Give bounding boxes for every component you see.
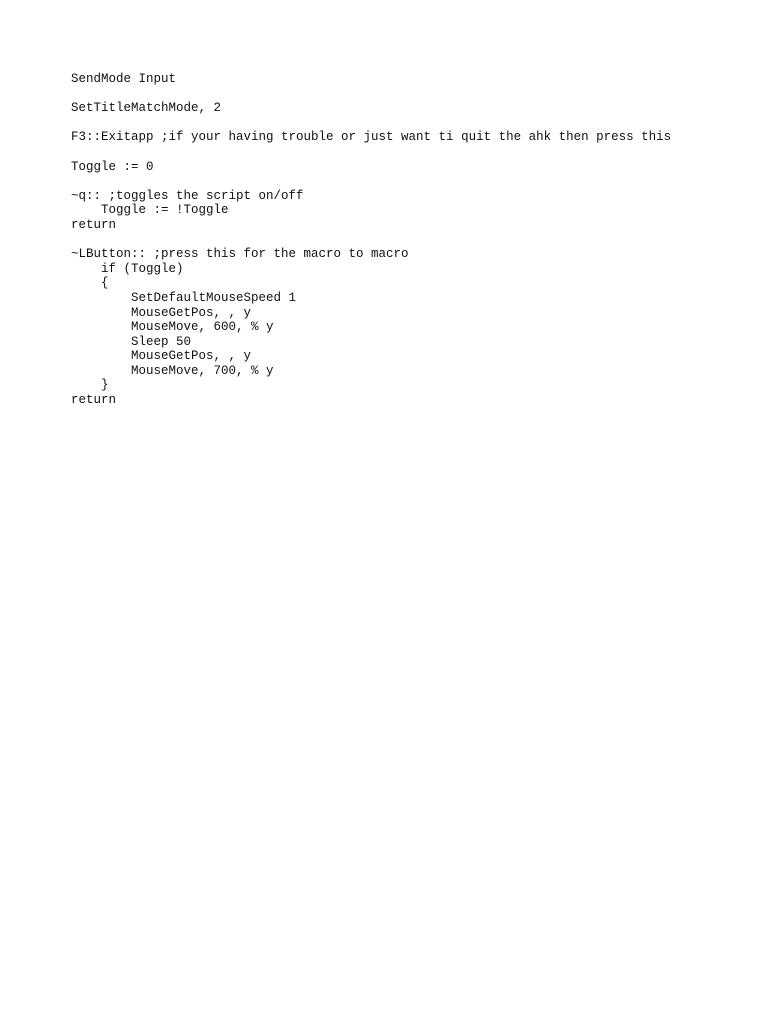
code-line: }: [71, 378, 109, 393]
code-line: if (Toggle): [71, 261, 184, 276]
code-line: MouseMove, 600, % y: [71, 320, 274, 335]
code-line: SendMode Input: [71, 72, 177, 86]
blank-line: [71, 145, 751, 160]
code-line: Sleep 50: [71, 334, 192, 349]
code-line: Toggle := !Toggle: [71, 203, 229, 218]
code-line: return: [71, 217, 117, 232]
code-line: MouseGetPos, , y: [71, 305, 252, 320]
code-line: MouseMove, 700, % y: [71, 363, 274, 378]
blank-line: [71, 87, 751, 102]
code-line: SetTitleMatchMode, 2: [71, 101, 222, 116]
script-text-page: [71, 72, 751, 408]
code-line: return: [71, 393, 117, 408]
code-line: SetDefaultMouseSpeed 1: [71, 290, 297, 305]
blank-line: [71, 233, 751, 248]
code-line: ~LButton:: ;press this for the macro to macro: [71, 247, 409, 262]
code-line: ~q:: ;toggles the script on/off: [71, 188, 304, 203]
blank-line: [71, 116, 751, 131]
code-line: MouseGetPos, , y: [71, 349, 252, 364]
code-line: F3::Exitapp ;if your having trouble or just want ti quit the ahk then press this: [71, 130, 672, 145]
code-line: {: [71, 276, 109, 291]
blank-line: [71, 174, 751, 189]
code-line: Toggle := 0: [71, 159, 154, 174]
